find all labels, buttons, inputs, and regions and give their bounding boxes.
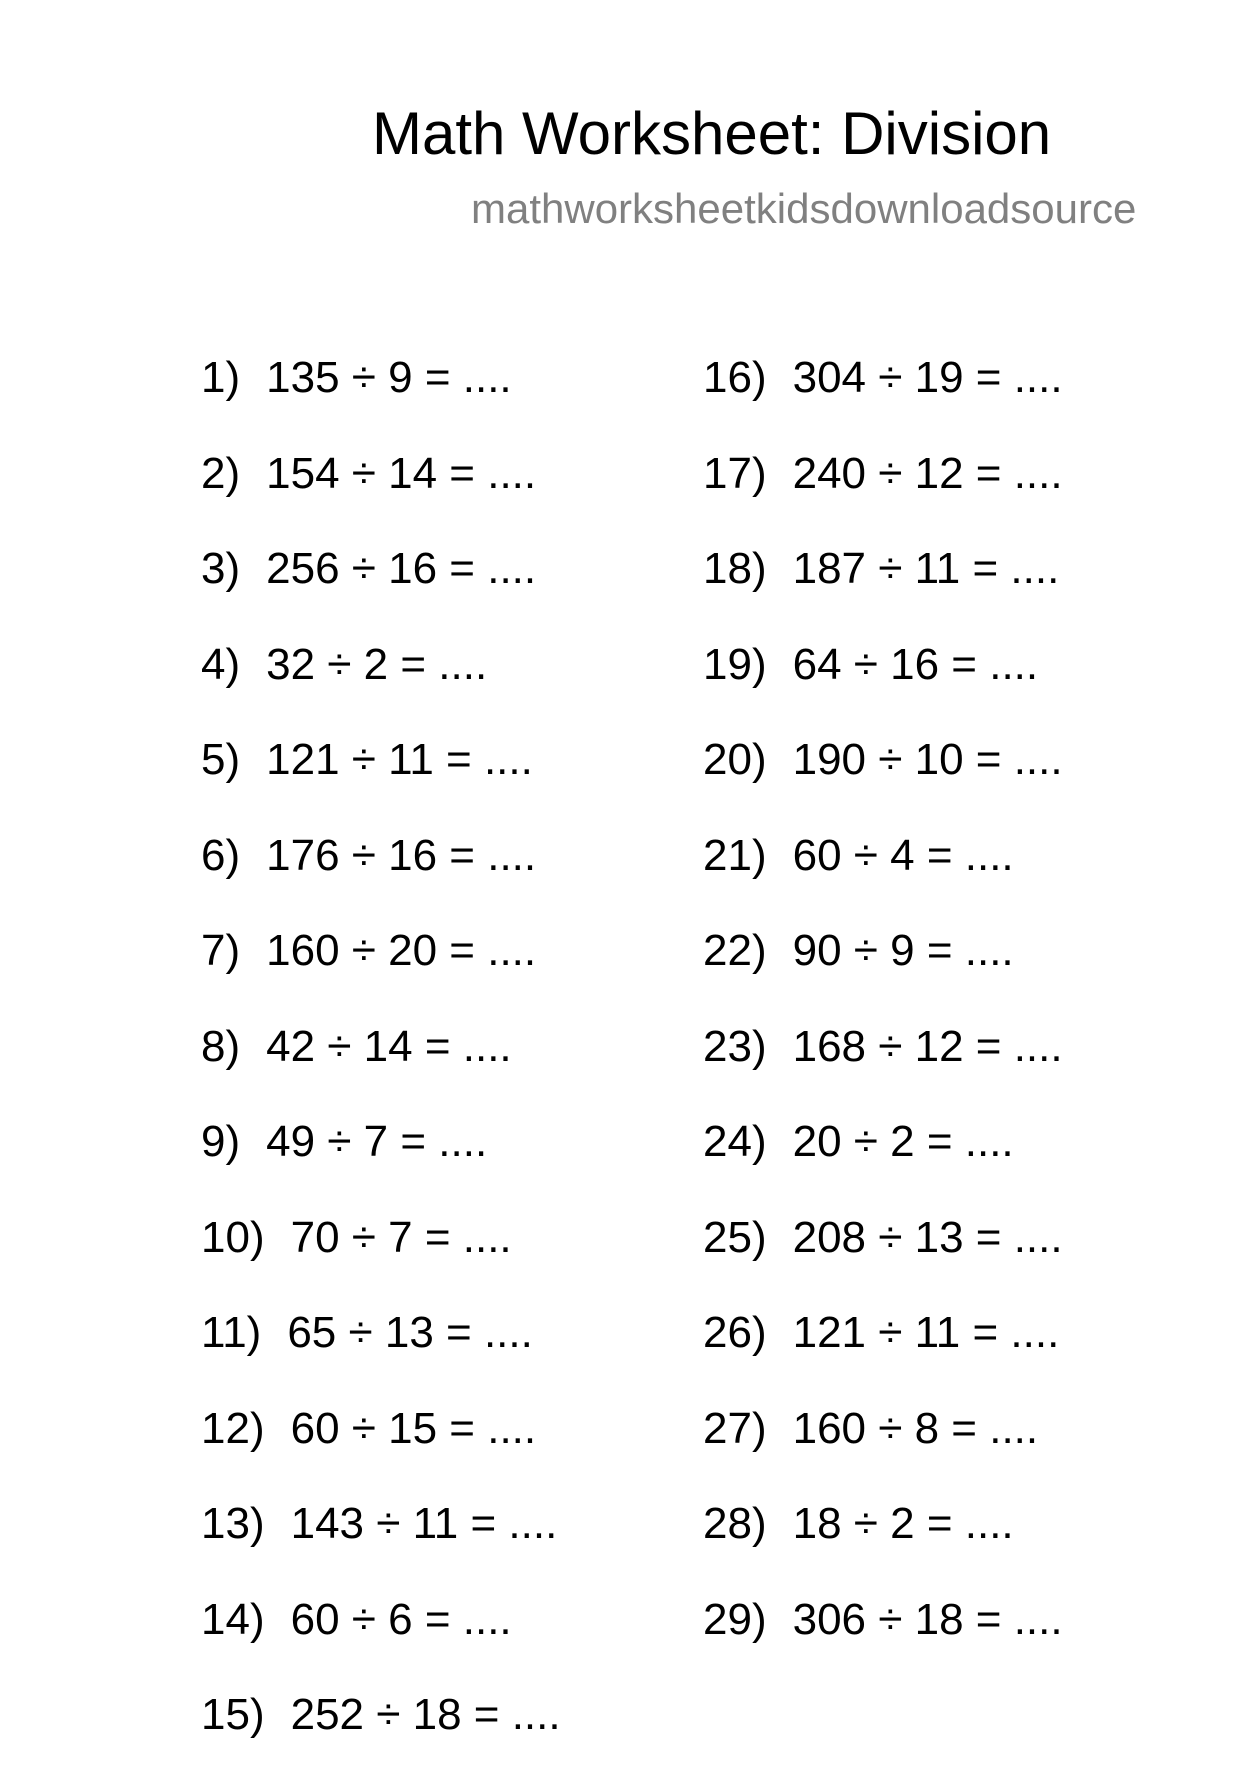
problem-expression: 18 ÷ 2 = .... bbox=[792, 1499, 1014, 1548]
problem-number: 9) bbox=[201, 1117, 241, 1166]
problem-number: 2) bbox=[201, 448, 241, 498]
problem-expression: 60 ÷ 6 = .... bbox=[290, 1594, 512, 1644]
problem-item bbox=[201, 916, 561, 1012]
problem-item bbox=[703, 821, 1063, 917]
problem-number: 3) bbox=[201, 544, 241, 593]
problem-item bbox=[703, 1394, 1063, 1490]
problem-number: 26) bbox=[703, 1308, 767, 1357]
problem-expression: 70 ÷ 7 = .... bbox=[290, 1212, 512, 1262]
problem-number: 13) bbox=[201, 1499, 265, 1548]
problem-number: 5) bbox=[201, 735, 241, 784]
problem-item bbox=[201, 1203, 561, 1299]
problem-item bbox=[201, 534, 561, 630]
problem-item bbox=[703, 916, 1063, 1012]
problem-number: 4) bbox=[201, 639, 241, 689]
problem-expression: 252 ÷ 18 = .... bbox=[290, 1690, 561, 1739]
problem-expression: 49 ÷ 7 = .... bbox=[266, 1117, 488, 1166]
problem-expression: 168 ÷ 12 = .... bbox=[792, 1021, 1063, 1071]
problem-item bbox=[201, 1489, 561, 1585]
problem-item bbox=[201, 1298, 561, 1394]
problem-number: 8) bbox=[201, 1021, 241, 1071]
problem-expression: 32 ÷ 2 = .... bbox=[266, 639, 488, 689]
problem-expression: 154 ÷ 14 = .... bbox=[266, 448, 537, 498]
problem-number: 25) bbox=[703, 1212, 767, 1262]
problem-number: 6) bbox=[201, 830, 241, 880]
problem-number: 23) bbox=[703, 1021, 767, 1071]
problem-number: 27) bbox=[703, 1403, 767, 1453]
problem-expression: 20 ÷ 2 = .... bbox=[792, 1117, 1014, 1166]
problem-item bbox=[201, 1012, 561, 1108]
problem-item bbox=[201, 821, 561, 917]
problem-expression: 160 ÷ 8 = .... bbox=[792, 1403, 1039, 1453]
problem-number: 1) bbox=[201, 353, 241, 402]
problem-item bbox=[201, 343, 561, 439]
problem-expression: 304 ÷ 19 = .... bbox=[792, 353, 1063, 402]
problem-expression: 121 ÷ 11 = .... bbox=[266, 735, 533, 784]
problem-number: 28) bbox=[703, 1499, 767, 1548]
problem-number: 16) bbox=[703, 353, 767, 402]
problem-expression: 143 ÷ 11 = .... bbox=[290, 1499, 558, 1548]
problem-expression: 306 ÷ 18 = .... bbox=[792, 1594, 1063, 1644]
problem-expression: 135 ÷ 9 = .... bbox=[266, 353, 512, 402]
problem-item bbox=[703, 1585, 1063, 1681]
problem-expression: 187 ÷ 11 = .... bbox=[792, 544, 1060, 593]
problem-item bbox=[201, 1585, 561, 1681]
problem-number: 14) bbox=[201, 1594, 265, 1644]
problem-number: 20) bbox=[703, 735, 767, 784]
problem-number: 7) bbox=[201, 926, 241, 975]
problem-item bbox=[703, 1203, 1063, 1299]
problem-number: 24) bbox=[703, 1117, 767, 1166]
problem-expression: 60 ÷ 15 = .... bbox=[290, 1403, 537, 1453]
problem-number: 18) bbox=[703, 544, 767, 593]
problem-expression: 42 ÷ 14 = .... bbox=[266, 1021, 512, 1071]
problem-number: 12) bbox=[201, 1403, 265, 1453]
problem-item bbox=[703, 1012, 1063, 1108]
problem-number: 15) bbox=[201, 1690, 265, 1739]
source-subtitle: mathworksheetkidsdownloadsource bbox=[471, 185, 1137, 232]
problem-item bbox=[703, 1107, 1063, 1203]
problem-item bbox=[201, 439, 561, 535]
problem-item bbox=[703, 1298, 1063, 1394]
problem-item bbox=[201, 1680, 561, 1776]
problem-expression: 190 ÷ 10 = .... bbox=[792, 735, 1063, 784]
problem-number: 21) bbox=[703, 830, 767, 880]
problem-item bbox=[703, 534, 1063, 630]
problem-number: 17) bbox=[703, 448, 767, 498]
problem-expression: 121 ÷ 11 = .... bbox=[792, 1308, 1060, 1357]
problem-number: 10) bbox=[201, 1212, 265, 1262]
problem-item bbox=[703, 1489, 1063, 1585]
problem-number: 22) bbox=[703, 926, 767, 975]
problem-item bbox=[703, 343, 1063, 439]
problem-expression: 90 ÷ 9 = .... bbox=[792, 926, 1014, 975]
problem-expression: 160 ÷ 20 = .... bbox=[266, 926, 537, 975]
problem-number: 11) bbox=[201, 1308, 262, 1357]
problem-column-left bbox=[201, 343, 561, 1776]
problem-expression: 64 ÷ 16 = .... bbox=[792, 639, 1039, 689]
problem-number: 29) bbox=[703, 1594, 767, 1644]
problem-item bbox=[703, 630, 1063, 726]
problem-expression: 65 ÷ 13 = .... bbox=[287, 1308, 533, 1357]
problem-item bbox=[703, 725, 1063, 821]
problem-column-right bbox=[703, 343, 1063, 1680]
problem-item bbox=[201, 1394, 561, 1490]
problem-expression: 60 ÷ 4 = .... bbox=[792, 830, 1014, 880]
problem-number: 19) bbox=[703, 639, 767, 689]
problem-item bbox=[201, 1107, 561, 1203]
problem-expression: 176 ÷ 16 = .... bbox=[266, 830, 537, 880]
problem-item bbox=[201, 630, 561, 726]
problem-item bbox=[703, 439, 1063, 535]
problem-expression: 208 ÷ 13 = .... bbox=[792, 1212, 1063, 1262]
problem-expression: 240 ÷ 12 = .... bbox=[792, 448, 1063, 498]
problem-item bbox=[201, 725, 561, 821]
problem-expression: 256 ÷ 16 = .... bbox=[266, 544, 537, 593]
page-title: Math Worksheet: Division bbox=[372, 100, 1052, 167]
